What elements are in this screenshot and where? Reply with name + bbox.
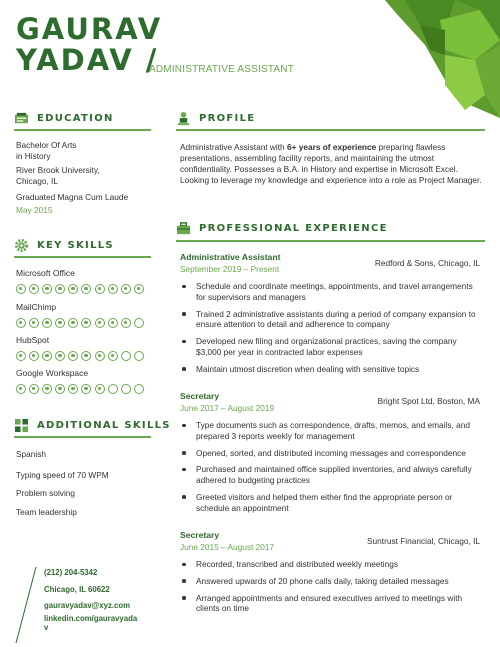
rating-dot-filled [29,351,39,361]
education-title: EDUCATION [37,113,114,124]
rating-dot-filled [68,284,78,294]
rating-dot-filled [16,284,26,294]
profile-rule [176,129,485,131]
contact-phone: (212) 204-5342 [44,568,98,577]
job-title: Secretary [180,391,220,401]
candidate-name [16,14,162,76]
additional-skills-header [14,418,171,433]
rating-dot-filled [55,351,65,361]
rating-dot-filled [95,351,105,361]
contact-email[interactable]: gauravyadav@xyz.com [44,601,131,610]
job-bullet: Type documents such as correspondence, drafts, memos, and emails, and prepared 3 reports weekly for management [180,420,480,442]
rating-dot-filled [29,284,39,294]
job-dates: September 2019 – Present [180,264,280,274]
rating-dot-empty [121,351,131,361]
skill-name: MailChimp [16,302,57,312]
rating-dot-filled [55,384,65,394]
rating-dot-filled [108,351,118,361]
rating-dot-filled [81,351,91,361]
rating-dot-filled [68,384,78,394]
job-bullets [180,559,480,614]
linkedin-line-2[interactable]: v [44,623,49,632]
additional-skill-item: Problem solving [16,488,76,498]
rating-dot-empty [108,384,118,394]
job-bullet: Opened, sorted, and distributed incoming messages and correspondence [180,448,480,459]
job-bullet: Arranged appointments and ensured executives arrived to meetings with clients on time [180,593,480,615]
rating-dot-filled [29,318,39,328]
job-bullet: Recorded, transcribed and distributed weekly meetings [180,559,480,570]
job-dates: June 2017 – August 2019 [180,403,275,413]
education-date: May 2015 [16,205,53,215]
rating-dot-filled [81,284,91,294]
rating-dot-filled [42,318,52,328]
rating-dot-filled [68,318,78,328]
skill-name: HubSpot [16,335,50,345]
experience-rule [176,240,485,242]
rating-dot-empty [134,384,144,394]
person-icon [176,111,191,126]
rating-dot-filled [108,318,118,328]
profile-header [176,111,255,126]
school-line-2: Chicago, IL [16,175,58,186]
profile-summary [180,142,485,186]
job-bullet: Purchased and maintained office supplied inventories, and always carefully adhered to budgeting practices [180,464,480,486]
gear-icon [14,238,29,253]
linkedin-line-1[interactable]: linkedin.com/gauravyada [44,614,138,623]
job-bullet: Trained 2 administrative assistants during a period of company expansion to ensure attention to detail and adherence to company [180,309,480,331]
briefcase-icon [176,221,191,236]
education-header [14,111,114,126]
profile-text-start: Administrative Assistant with [180,142,287,152]
experience-header [176,221,388,236]
rating-dot-filled [29,384,39,394]
rating-dot-filled [81,318,91,328]
job-dates: June 2015 – August 2017 [180,542,275,552]
job-company: Suntrust Financial, Chicago, IL [367,536,480,546]
job-bullet: Developed new filing and organizational practices, saving the company $3,000 per year in contracted labor expenses [180,336,480,358]
rating-dot-filled [55,318,65,328]
rating-dot-empty [121,384,131,394]
school-line-1: River Brook University, [16,165,100,175]
job-title: Administrative Assistant [180,252,281,262]
profile-text-highlight: 6+ years of experience [286,142,377,152]
rating-dot-filled [16,318,26,328]
degree-line-1: Bachelor Of Arts [16,140,77,150]
rating-dot-filled [55,284,65,294]
additional-skill-item: Team leadership [16,507,77,517]
experience-title: PROFESSIONAL EXPERIENCE [199,223,388,234]
rating-dot-filled [121,284,131,294]
rating-dot-filled [121,318,131,328]
skill-name: Microsoft Office [16,268,75,278]
education-school [16,165,100,186]
rating-dot-filled [108,284,118,294]
profile-text-end: preparing flawless presentations, assembling facility reports, and maintaining the utmost confidentiality. Possesses a B.A. in History and expertise in Microsoft Excel. Looking to leverage my knowledge and experience into a role as Project Manager. [180,142,482,185]
profile-title: PROFILE [199,113,256,124]
rating-dot-empty [134,318,144,328]
skill-rating [16,284,147,294]
rating-dot-filled [16,351,26,361]
rating-dot-filled [68,351,78,361]
contact-linkedin[interactable] [44,614,137,632]
last-name: YADAV / [16,43,159,77]
additional-skill-item: Typing speed of 70 WPM [16,470,109,480]
rating-dot-empty [134,351,144,361]
education-honors: Graduated Magna Cum Laude [16,192,129,202]
rating-dot-filled [42,284,52,294]
education-rule [14,129,151,131]
document-icon [14,111,29,126]
rating-dot-filled [81,384,91,394]
additional-skills-title: ADDITIONAL SKILLS [37,420,171,431]
education-degree [16,140,76,161]
rating-dot-filled [16,384,26,394]
job-role: ADMINISTRATIVE ASSISTANT [149,64,295,75]
job-title: Secretary [180,530,220,540]
decorative-hexagon-graphic [385,0,500,118]
additional-skill-item: Spanish [16,449,46,459]
rating-dot-filled [95,318,105,328]
rating-dot-filled [42,351,52,361]
puzzle-icon [14,418,29,433]
job-bullets [180,281,480,375]
job-company: Bright Spot Ltd, Boston, MA [377,396,480,406]
contact-location: Chicago, IL 60622 [44,585,110,594]
additional-skills-rule [14,436,151,438]
key-skills-title: KEY SKILLS [37,240,114,251]
key-skills-rule [14,256,151,258]
rating-dot-filled [95,284,105,294]
job-bullet: Schedule and coordinate meetings, appointments, and travel arrangements for supervisors and managers [180,281,480,303]
job-bullet: Maintain utmost discretion when dealing with sensitive topics [180,364,480,375]
skill-rating [16,318,147,328]
skill-name: Google Workspace [16,368,89,378]
first-name: GAURAV [16,12,163,46]
rating-dot-filled [134,284,144,294]
skill-rating [16,351,147,361]
job-bullets [180,420,480,514]
key-skills-header [14,238,114,253]
rating-dot-filled [95,384,105,394]
job-bullet: Answered upwards of 20 phone calls daily, taking detailed messages [180,576,480,587]
job-bullet: Greeted visitors and helped them either find the appropriate person or schedule an appointment [180,492,480,514]
degree-line-2: in History [16,150,51,161]
skill-rating [16,384,147,394]
job-company: Redford & Sons, Chicago, IL [374,258,480,268]
rating-dot-filled [42,384,52,394]
